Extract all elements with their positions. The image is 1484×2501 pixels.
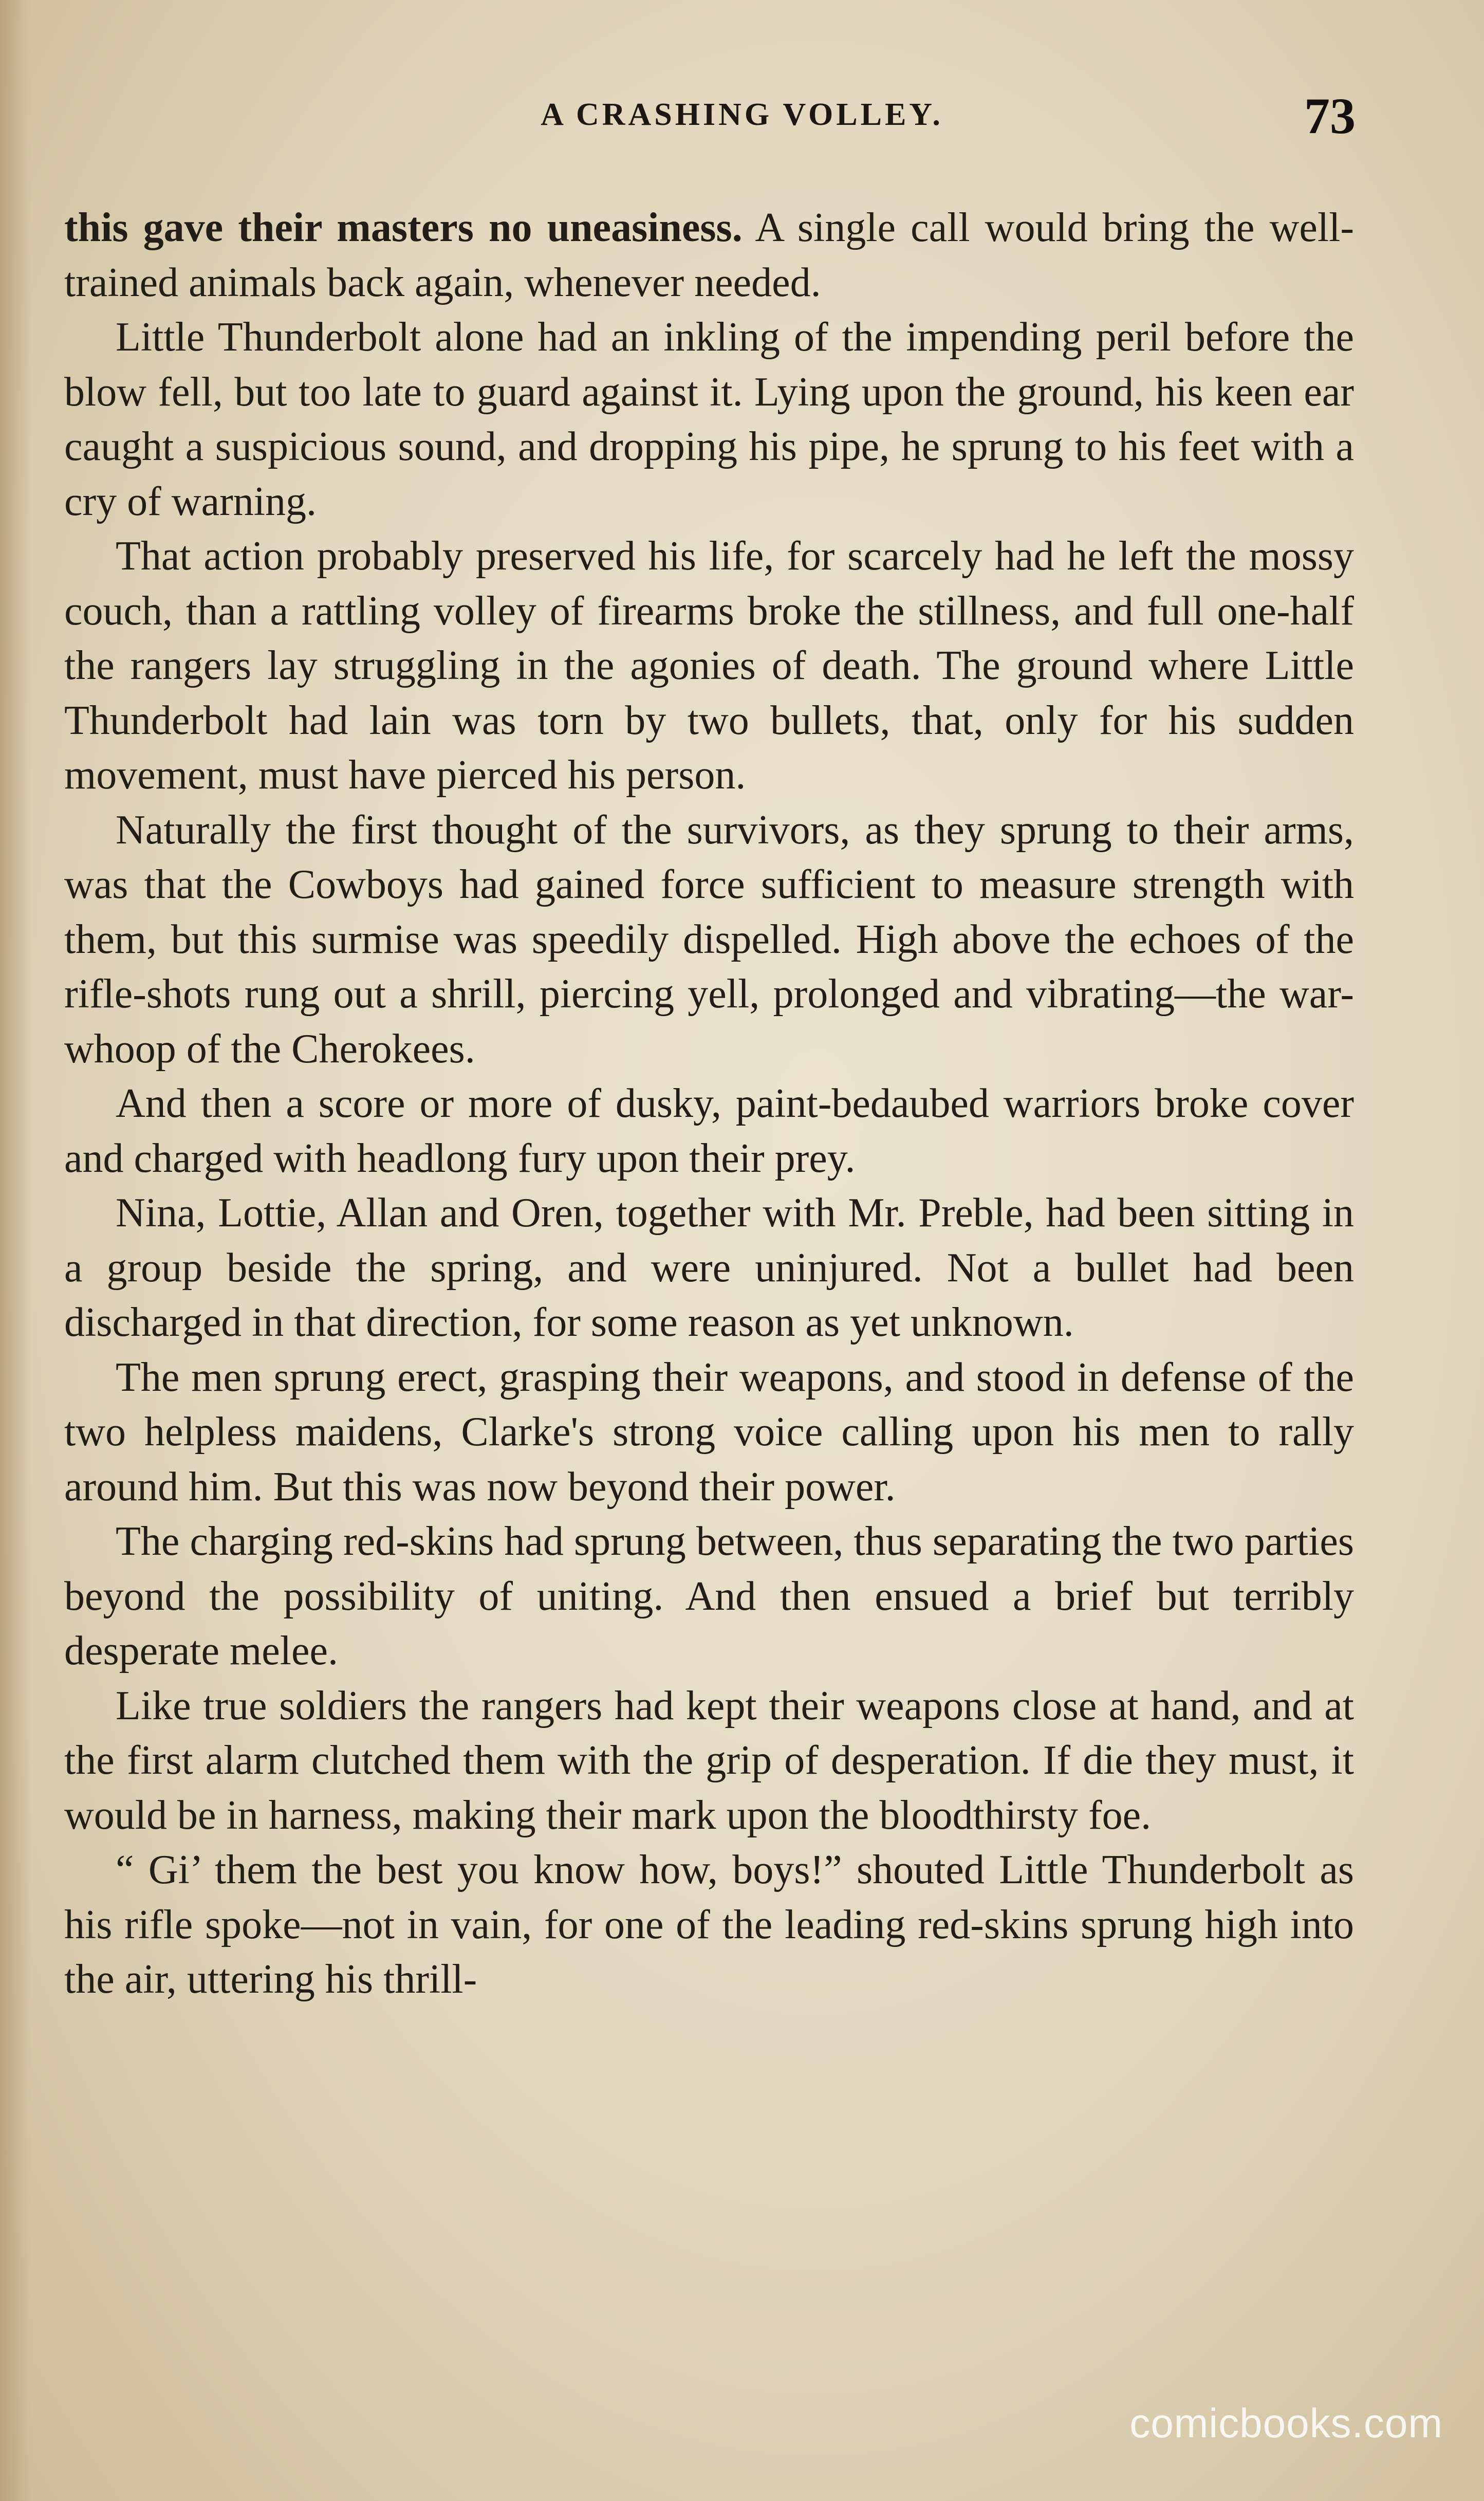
page-gutter-shadow (0, 0, 31, 2501)
paragraph-1-lead: this gave their masters no uneasiness. (64, 205, 743, 250)
paragraph-2: Little Thunderbolt alone had an inkling of the impending peril before the blow fell, but too late to guard against it. Lying upon the ground, his keen ear caught a suspicious sound, and dropping his pipe, he sprung to his feet with a cry of warning. (64, 315, 1354, 524)
paragraph-4: Naturally the first thought of the survivors, as they sprung to their arms, was that the Cowboys had gained force sufficient to measure strength with them, but this surmise was speedily dispelled. High above the echoes of the rifle-shots rung out a shrill, piercing yell, prolonged and vibrating—the war-whoop of the Cherokees. (64, 807, 1354, 1072)
paragraph-10: “ Gi’ them the best you know how, boys!” shouted Little Thunderbolt as his rifle spoke—not in vain, for one of the leading red-skins sprung high into the air, uttering his thrill- (64, 1847, 1354, 2002)
watermark: comicbooks.com (1129, 2400, 1443, 2446)
paragraph-3: That action probably preserved his life, for scarcely had he left the mossy couch, than a rattling volley of firearms broke the stillness, and full one-half the rangers lay struggling in the agonies of death. The ground where Little Thunderbolt had lain was torn by two bullets, that, only for his sudden movement, must have pierced his person. (64, 534, 1354, 798)
paragraph-8: The charging red-skins had sprung between, thus separating the two parties beyond the possibility of uniting. And then ensued a brief but terribly desperate melee. (64, 1519, 1354, 1674)
paragraph-5: And then a score or more of dusky, paint-bedaubed warriors broke cover and charged with headlong fury upon their prey. (64, 1081, 1354, 1181)
running-head (0, 86, 1484, 143)
paragraph-6: Nina, Lottie, Allan and Oren, together with Mr. Preble, had been sitting in a group beside the spring, and were uninjured. Not a bullet had been discharged in that direction, for some reason as yet unknown. (64, 1190, 1354, 1345)
paragraph-7: The men sprung erect, grasping their weapons, and stood in defense of the two helpless maidens, Clarke's strong voice calling upon his men to rally around him. But this was now beyond their power. (64, 1354, 1354, 1510)
page-number: 73 (1304, 87, 1356, 144)
paragraph-9: Like true soldiers the rangers had kept their weapons close at hand, and at the first alarm clutched them with the grip of desperation. If die they must, it would be in harness, making their mark upon the bloodthirsty foe. (64, 1683, 1354, 1838)
paragraph-1 (64, 200, 1354, 310)
body-text (64, 200, 1354, 2007)
running-title: A CRASHING VOLLEY. (541, 97, 943, 132)
paragraph-1-text: A single call would bring the well-trained animals back again, whenever needed. (64, 205, 1354, 305)
